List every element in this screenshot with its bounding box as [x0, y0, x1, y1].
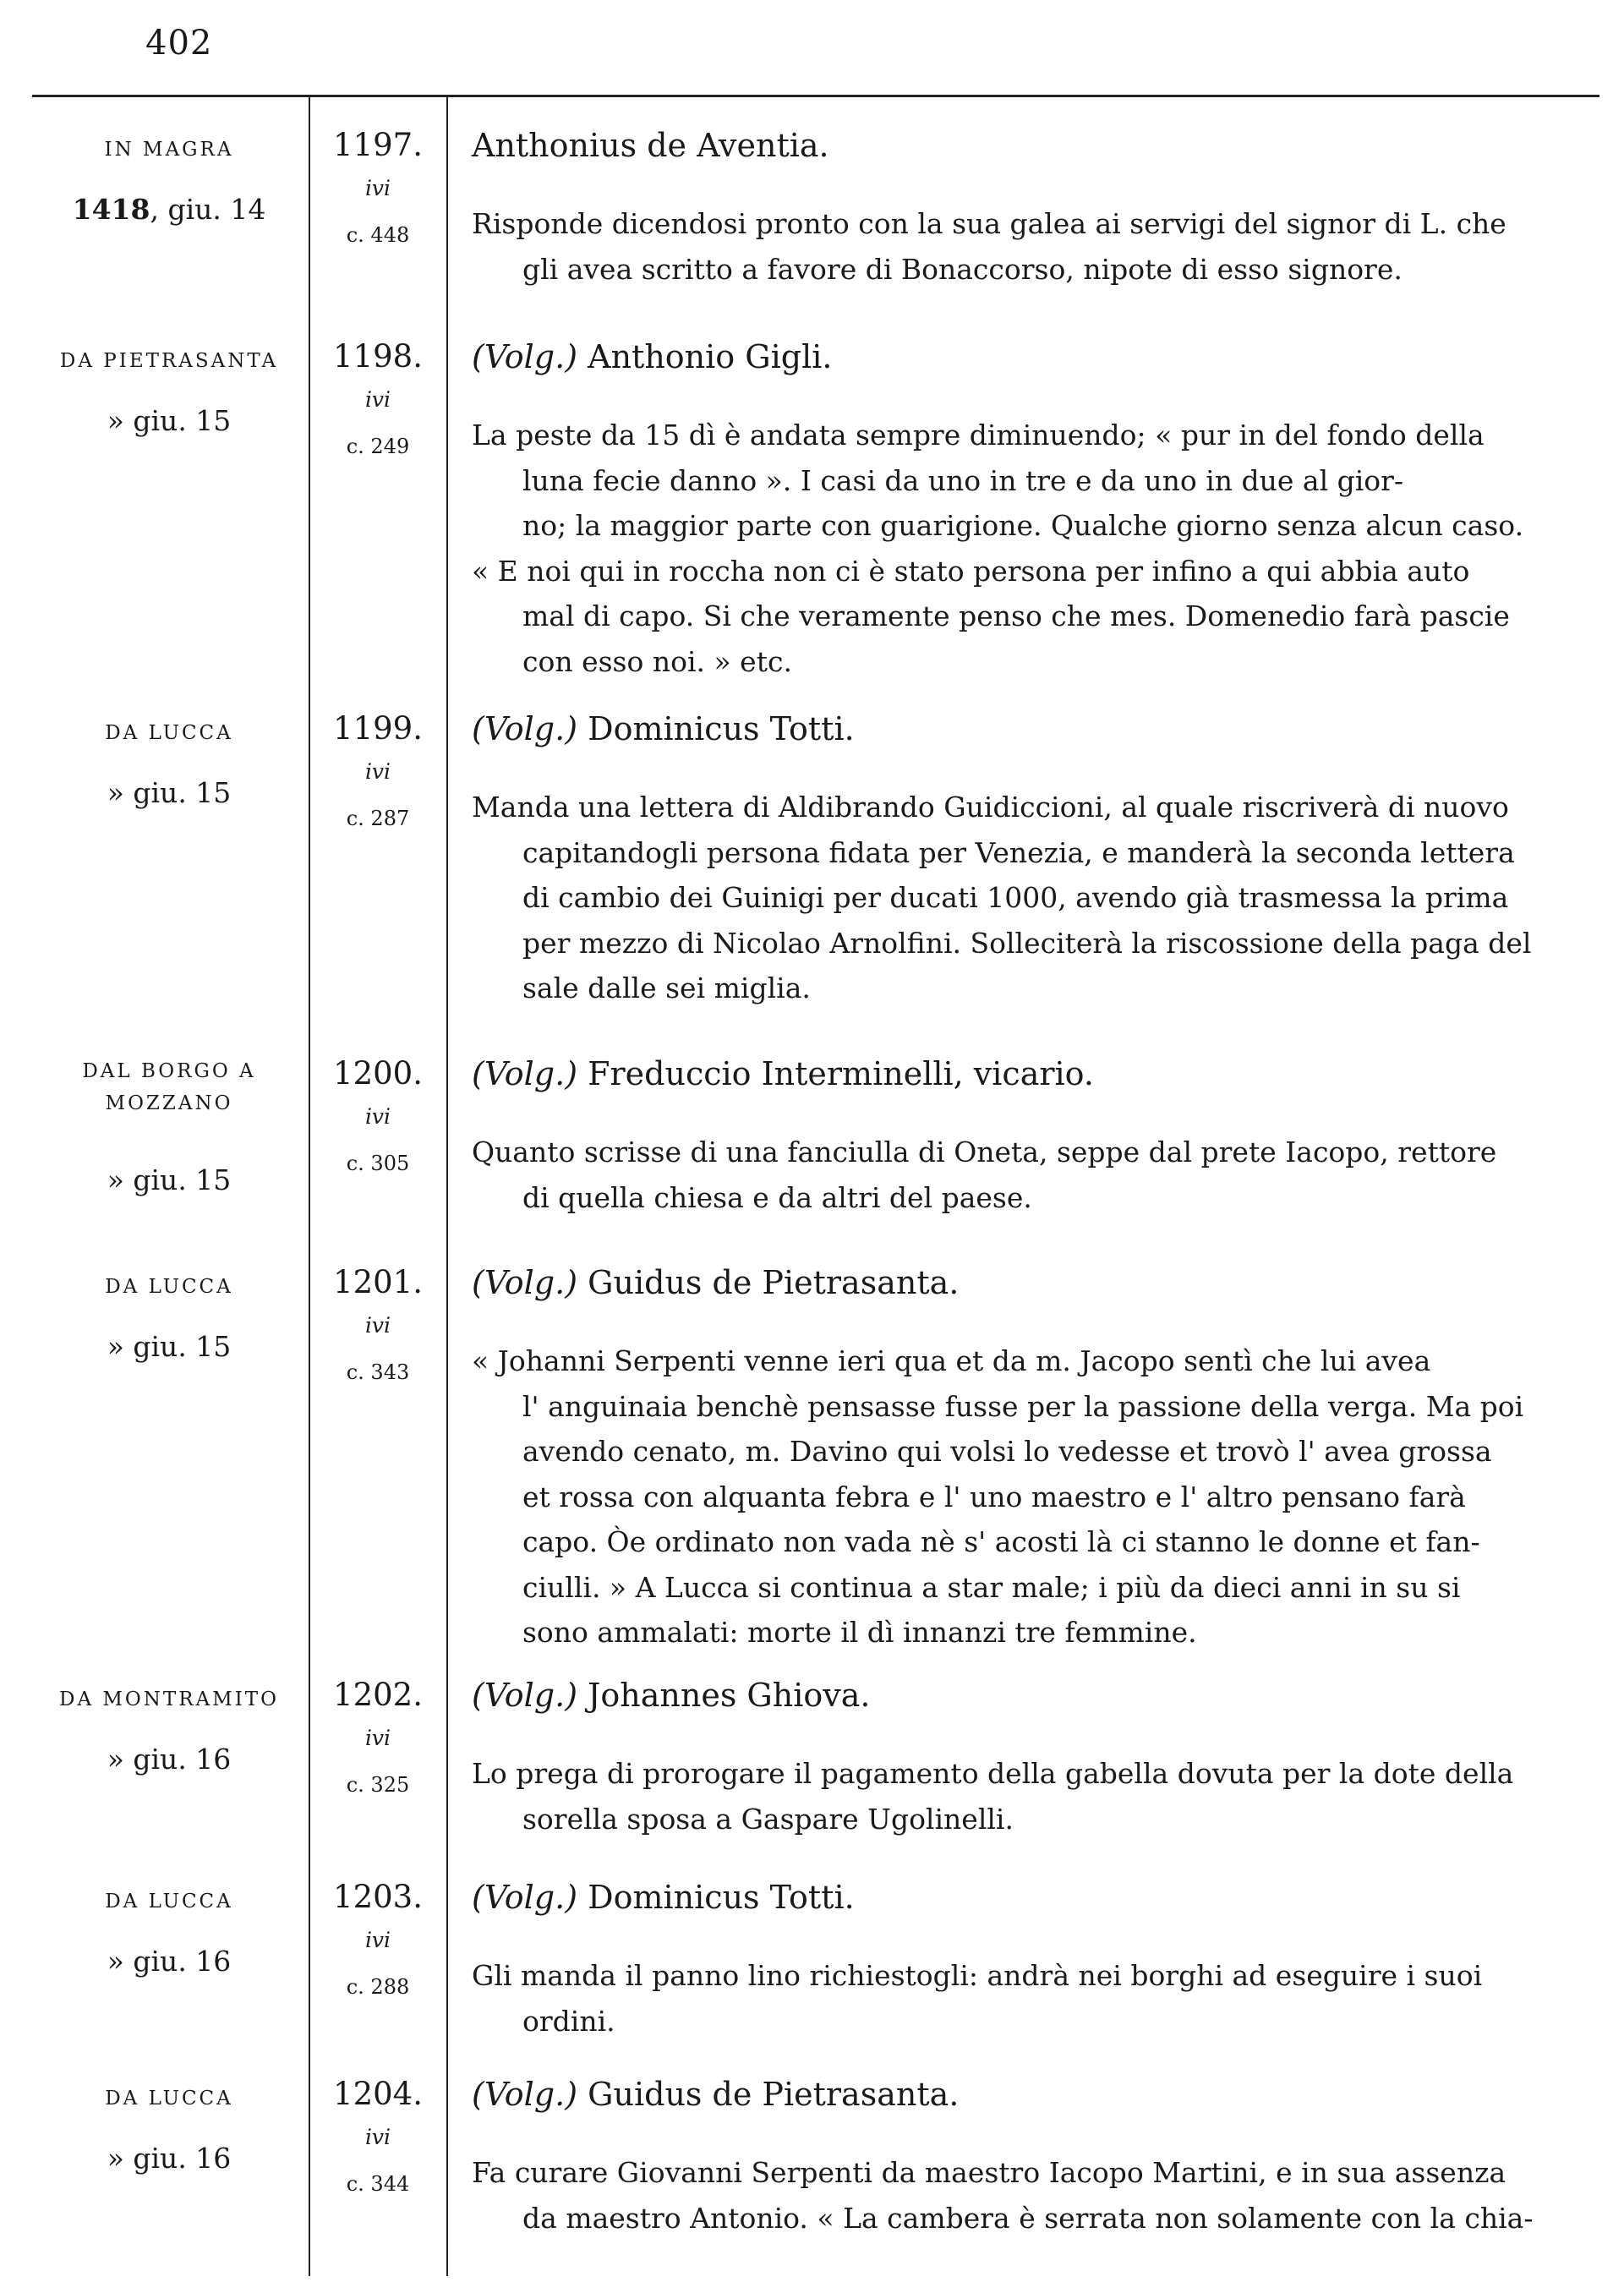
summary-line: Fa curare Giovanni Serpenti da maestro Iacopo Martini, e in sua assenza [472, 2156, 1506, 2189]
summary-line: et rossa con alquanta febra e l' uno maestro e l' altro pensano farà [522, 1480, 1466, 1513]
entry-place: DA PIETRASANTA [59, 350, 279, 372]
summary-line: Lo prega di prorogare il pagamento della gabella dovuta per la dote della [472, 1757, 1514, 1790]
page-number: 402 [145, 24, 213, 63]
summary-line: Gli manda il panno lino richiestogli: andrà nei borghi ad eseguire i suoi [472, 1959, 1483, 1992]
summary-line: Quanto scrisse di una fanciulla di Oneta, seppe dal prete Iacopo, rettore [472, 1136, 1497, 1168]
entry-date [42, 1163, 296, 1196]
entry-sender [472, 127, 1588, 164]
entry-date-day: » giu. 16 [107, 1743, 232, 1776]
entry-ivi: ivi [364, 2125, 391, 2149]
summary-line: ciulli. » A Lucca si continua a star male; i più da dieci anni in su si [522, 1570, 1461, 1604]
entry-summary [472, 2150, 1584, 2241]
entry-sender [472, 1264, 1588, 1301]
summary-line: gli avea scritto a favore di Bonaccorso, nipote di esso signore. [522, 252, 1403, 286]
entry-sender-name: Dominicus Totti. [588, 710, 855, 747]
entry-carta: c. 287 [346, 807, 410, 830]
summary-line: La peste da 15 dì è andata sempre diminuendo; « pur in del fondo della [472, 419, 1485, 451]
entry-carta: c. 249 [346, 435, 410, 458]
entry-ivi: ivi [364, 1313, 391, 1338]
summary-line: no; la maggior parte con guarigione. Qualche giorno senza alcun caso. [522, 509, 1524, 542]
summary-line: avendo cenato, m. Davino qui volsi lo vedesse et trovò l' avea grossa [522, 1435, 1492, 1468]
entry-sender [472, 1677, 1588, 1714]
entry-date [42, 404, 296, 437]
entry-date [42, 1743, 296, 1776]
entry-summary [472, 1953, 1584, 2044]
entry-number: 1197. [333, 127, 423, 163]
entry-carta: c. 448 [346, 223, 410, 247]
entry-carta: c. 305 [346, 1152, 410, 1175]
entry-summary [472, 785, 1584, 1011]
entry-number: 1204. [333, 2076, 423, 2112]
entry-number: 1202. [333, 1677, 423, 1713]
entry-carta: c. 288 [346, 1975, 410, 1999]
entry-place: DA LUCCA [105, 2088, 233, 2110]
entry-date [42, 193, 296, 226]
entry-place: DA LUCCA [105, 1276, 233, 1298]
entry-ivi: ivi [364, 387, 391, 412]
entry-ivi: ivi [364, 1928, 391, 1952]
entry-place: DAL BORGO A MOZZANO [82, 1060, 256, 1114]
entry-volg: (Volg.) [472, 1264, 578, 1301]
summary-line: luna fecie danno ». I casi da uno in tre e da uno in due al gior- [522, 463, 1404, 497]
entry-carta: c. 344 [346, 2172, 410, 2196]
summary-line: da maestro Antonio. « La cambera è serrata non solamente con la chia- [522, 2201, 1534, 2235]
summary-line: di cambio dei Guinigi per ducati 1000, avendo già trasmessa la prima [522, 881, 1509, 914]
entry-sender [472, 1055, 1588, 1092]
summary-line: sorella sposa a Gaspare Ugolinelli. [522, 1802, 1014, 1836]
entry-date-day: » giu. 16 [107, 2142, 232, 2175]
entry-sender-name: Dominicus Totti. [588, 1879, 855, 1916]
summary-line: « Johanni Serpenti venne ieri qua et da m. Jacopo sentì che lui avea [472, 1344, 1431, 1377]
entry-place: DA LUCCA [105, 722, 233, 744]
entry-date-day: » giu. 15 [107, 1163, 232, 1196]
entry-number: 1198. [333, 338, 423, 375]
entry-number: 1199. [333, 710, 423, 747]
entry-carta: c. 343 [346, 1360, 410, 1384]
entry-summary [472, 1751, 1584, 1842]
summary-line: ordini. [522, 2004, 615, 2038]
entry-date-day: , giu. 14 [150, 193, 266, 226]
entry-place: DA MONTRAMITO [59, 1688, 279, 1710]
entry-date-day: » giu. 15 [107, 404, 232, 437]
entry-place: DA LUCCA [105, 1891, 233, 1913]
entry-volg: (Volg.) [472, 1677, 578, 1714]
entry-ivi: ivi [364, 759, 391, 784]
summary-line: sale dalle sei miglia. [522, 971, 811, 1004]
entry-ivi: ivi [364, 1104, 391, 1129]
summary-line: mal di capo. Si che veramente penso che mes. Domenedio farà pascie [522, 599, 1510, 632]
entry-summary [472, 1338, 1584, 1655]
entry-date-day: » giu. 15 [107, 1330, 232, 1363]
entry-sender-name: Freduccio Interminelli, vicario. [588, 1055, 1094, 1092]
summary-line: « E noi qui in roccha non ci è stato persona per infino a qui abbia auto [472, 554, 1470, 588]
entry-date [42, 1945, 296, 1978]
entry-ivi: ivi [364, 1726, 391, 1750]
summary-line: Manda una lettera di Aldibrando Guidiccioni, al quale riscriverà di nuovo [472, 791, 1509, 824]
entry-number: 1201. [333, 1264, 423, 1300]
entry-summary [472, 1130, 1584, 1220]
summary-line: l' anguinaia benchè pensasse fusse per la passione della verga. Ma poi [522, 1389, 1524, 1423]
entry-ivi: ivi [364, 176, 391, 200]
summary-line: Risponde dicendosi pronto con la sua galea ai servigi del signor di L. che [472, 207, 1506, 240]
summary-line: capo. Òe ordinato non vada nè s' acosti là ci stanno le donne et fan- [522, 1525, 1480, 1558]
entry-sender-name: Anthonio Gigli. [588, 338, 833, 375]
entry-date-day: » giu. 15 [107, 776, 232, 809]
summary-line: di quella chiesa e da altri del paese. [522, 1180, 1032, 1214]
entry-summary [472, 413, 1584, 684]
entry-sender [472, 710, 1588, 747]
entry-sender-name: Anthonius de Aventia. [472, 127, 829, 164]
entry-summary [472, 201, 1584, 292]
entry-sender [472, 2076, 1588, 2113]
entry-carta: c. 325 [346, 1773, 410, 1797]
entry-number: 1203. [333, 1879, 423, 1915]
entry-date-day: » giu. 16 [107, 1945, 232, 1978]
entry-volg: (Volg.) [472, 1879, 578, 1916]
entry-number: 1200. [333, 1055, 423, 1092]
entry-sender [472, 1879, 1588, 1916]
summary-line: per mezzo di Nicolao Arnolfini. Solleciterà la riscossione della paga del [522, 926, 1532, 960]
entry-volg: (Volg.) [472, 710, 578, 747]
entry-volg: (Volg.) [472, 1055, 578, 1092]
entry-date [42, 1330, 296, 1363]
entry-date-year: 1418 [72, 193, 150, 226]
entry-sender [472, 338, 1588, 375]
summary-line: capitandogli persona fidata per Venezia, e manderà la seconda lettera [522, 835, 1515, 869]
column-divider-left [309, 96, 310, 2276]
entry-sender-name: Guidus de Pietrasanta. [588, 2076, 960, 2113]
entry-date [42, 776, 296, 809]
entry-sender-name: Johannes Ghiova. [588, 1677, 871, 1714]
column-divider-right [446, 96, 448, 2276]
summary-line: con esso noi. » etc. [522, 644, 792, 678]
entry-volg: (Volg.) [472, 338, 578, 375]
entry-sender-name: Guidus de Pietrasanta. [588, 1264, 960, 1301]
entry-volg: (Volg.) [472, 2076, 578, 2113]
header-rule [32, 95, 1599, 97]
entry-date [42, 2142, 296, 2175]
summary-line: sono ammalati: morte il dì innanzi tre femmine. [522, 1616, 1197, 1649]
entry-place: IN MAGRA [104, 139, 234, 161]
